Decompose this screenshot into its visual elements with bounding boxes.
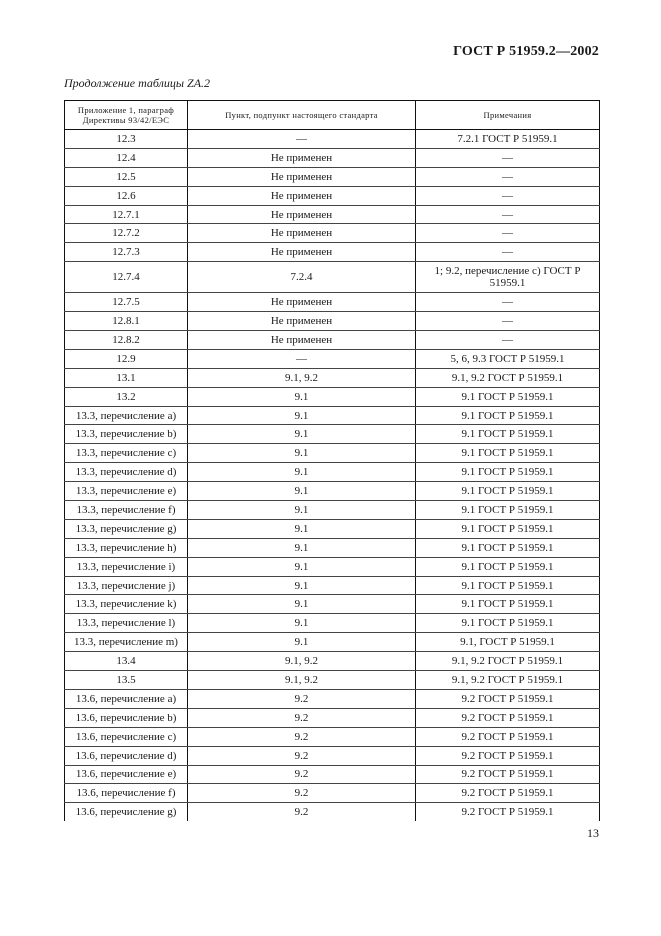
notes-cell: — <box>416 224 600 243</box>
notes-cell: 9.1 ГОСТ Р 51959.1 <box>416 387 600 406</box>
table-row <box>65 186 600 205</box>
directive-cell: 13.6, перечисление f) <box>65 784 188 803</box>
table-row <box>65 708 600 727</box>
notes-cell: 9.2 ГОСТ Р 51959.1 <box>416 803 600 821</box>
clause-cell: Не применен <box>188 205 416 224</box>
notes-cell: — <box>416 331 600 350</box>
clause-cell: 9.2 <box>188 746 416 765</box>
directive-cell: 12.7.1 <box>65 205 188 224</box>
page-number: 13 <box>587 826 599 840</box>
table-row <box>65 652 600 671</box>
directive-cell: 12.7.2 <box>65 224 188 243</box>
directive-cell: 13.3, перечисление m) <box>65 633 188 652</box>
directive-cell: 12.4 <box>65 148 188 167</box>
notes-cell: — <box>416 293 600 312</box>
clause-cell: Не применен <box>188 167 416 186</box>
column-header-clause: Пункт, подпункт настоящего стандарта <box>188 101 416 130</box>
notes-cell: — <box>416 148 600 167</box>
table-row <box>65 784 600 803</box>
clause-cell: Не применен <box>188 224 416 243</box>
table-row <box>65 444 600 463</box>
directive-cell: 12.5 <box>65 167 188 186</box>
clause-cell: 7.2.4 <box>188 262 416 293</box>
table-row <box>65 519 600 538</box>
directive-cell: 13.3, перечисление d) <box>65 463 188 482</box>
clause-cell: 9.1 <box>188 463 416 482</box>
notes-cell: 9.2 ГОСТ Р 51959.1 <box>416 689 600 708</box>
column-header-directive: Приложение 1, параграф Директивы 93/42/ЕЭС <box>65 101 188 130</box>
clause-cell: 9.2 <box>188 708 416 727</box>
notes-cell: 9.1 ГОСТ Р 51959.1 <box>416 519 600 538</box>
notes-cell: — <box>416 167 600 186</box>
directive-cell: 13.3, перечисление с) <box>65 444 188 463</box>
table-row <box>65 463 600 482</box>
notes-cell: 7.2.1 ГОСТ Р 51959.1 <box>416 130 600 149</box>
table-caption: Продолжение таблицы ZA.2 <box>64 76 211 90</box>
notes-cell: 9.1 ГОСТ Р 51959.1 <box>416 576 600 595</box>
notes-cell: 1; 9.2, перечисление с) ГОСТ Р 51959.1 <box>416 262 600 293</box>
directive-cell: 13.3, перечисление i) <box>65 557 188 576</box>
directive-cell: 13.4 <box>65 652 188 671</box>
table-row <box>65 595 600 614</box>
clause-cell: 9.1, 9.2 <box>188 671 416 690</box>
column-header-notes: Примечания <box>416 101 600 130</box>
directive-cell: 12.3 <box>65 130 188 149</box>
notes-cell: 9.1 ГОСТ Р 51959.1 <box>416 406 600 425</box>
clause-cell: 9.1 <box>188 614 416 633</box>
directive-cell: 13.3, перечисление l) <box>65 614 188 633</box>
table-row <box>65 746 600 765</box>
table-row <box>65 576 600 595</box>
clause-cell: 9.1 <box>188 519 416 538</box>
notes-cell: 9.2 ГОСТ Р 51959.1 <box>416 765 600 784</box>
notes-cell: 9.1, 9.2 ГОСТ Р 51959.1 <box>416 652 600 671</box>
table-row <box>65 224 600 243</box>
table-header-row <box>65 101 600 130</box>
table-row <box>65 167 600 186</box>
clause-cell: 9.1 <box>188 538 416 557</box>
notes-cell: 9.1 ГОСТ Р 51959.1 <box>416 538 600 557</box>
table-row <box>65 387 600 406</box>
directive-cell: 13.3, перечисление k) <box>65 595 188 614</box>
clause-cell: 9.2 <box>188 765 416 784</box>
table-row <box>65 349 600 368</box>
directive-cell: 13.6, перечисление d) <box>65 746 188 765</box>
clause-cell: 9.1 <box>188 444 416 463</box>
table-row <box>65 501 600 520</box>
table-row <box>65 671 600 690</box>
directive-cell: 13.6, перечисление а) <box>65 689 188 708</box>
clause-cell: — <box>188 349 416 368</box>
clause-cell: Не применен <box>188 243 416 262</box>
table-row <box>65 368 600 387</box>
directive-cell: 13.3, перечисление f) <box>65 501 188 520</box>
notes-cell: 9.1 ГОСТ Р 51959.1 <box>416 501 600 520</box>
clause-cell: 9.1, 9.2 <box>188 652 416 671</box>
directive-cell: 13.1 <box>65 368 188 387</box>
directive-cell: 13.3, перечисление h) <box>65 538 188 557</box>
directive-cell: 13.3, перечисление b) <box>65 425 188 444</box>
directive-cell: 13.2 <box>65 387 188 406</box>
table-row <box>65 331 600 350</box>
clause-cell: Не применен <box>188 293 416 312</box>
table-row <box>65 130 600 149</box>
directive-cell: 13.6, перечисление с) <box>65 727 188 746</box>
clause-cell: 9.1 <box>188 633 416 652</box>
table-row <box>65 482 600 501</box>
clause-cell: 9.1, 9.2 <box>188 368 416 387</box>
document-code: ГОСТ Р 51959.2—2002 <box>453 44 599 59</box>
clause-cell: 9.2 <box>188 784 416 803</box>
table-row <box>65 406 600 425</box>
table-row <box>65 765 600 784</box>
directive-cell: 13.6, перечисление е) <box>65 765 188 784</box>
notes-cell: 9.1 ГОСТ Р 51959.1 <box>416 557 600 576</box>
directive-cell: 12.8.1 <box>65 312 188 331</box>
clause-cell: 9.2 <box>188 803 416 821</box>
directive-cell: 13.6, перечисление g) <box>65 803 188 821</box>
clause-cell: 9.2 <box>188 727 416 746</box>
table-row <box>65 205 600 224</box>
table-row <box>65 727 600 746</box>
clause-cell: 9.1 <box>188 425 416 444</box>
table-row <box>65 614 600 633</box>
directive-cell: 12.8.2 <box>65 331 188 350</box>
directive-cell: 13.6, перечисление b) <box>65 708 188 727</box>
clause-cell: 9.1 <box>188 557 416 576</box>
clause-cell: 9.1 <box>188 406 416 425</box>
table-row <box>65 148 600 167</box>
table-row <box>65 425 600 444</box>
notes-cell: 9.1 ГОСТ Р 51959.1 <box>416 463 600 482</box>
directive-cell: 13.3, перечисление а) <box>65 406 188 425</box>
clause-cell: Не применен <box>188 312 416 331</box>
notes-cell: 9.1, 9.2 ГОСТ Р 51959.1 <box>416 368 600 387</box>
clause-cell: — <box>188 130 416 149</box>
clause-cell: 9.1 <box>188 387 416 406</box>
directive-cell: 12.7.3 <box>65 243 188 262</box>
notes-cell: 9.2 ГОСТ Р 51959.1 <box>416 784 600 803</box>
notes-cell: — <box>416 243 600 262</box>
notes-cell: 9.1, 9.2 ГОСТ Р 51959.1 <box>416 671 600 690</box>
notes-cell: 9.1 ГОСТ Р 51959.1 <box>416 595 600 614</box>
directive-cell: 13.3, перечисление g) <box>65 519 188 538</box>
notes-cell: — <box>416 205 600 224</box>
clause-cell: 9.1 <box>188 576 416 595</box>
table-row <box>65 557 600 576</box>
table-row <box>65 262 600 293</box>
notes-cell: 9.1 ГОСТ Р 51959.1 <box>416 425 600 444</box>
directive-cell: 12.7.5 <box>65 293 188 312</box>
notes-cell: 9.2 ГОСТ Р 51959.1 <box>416 746 600 765</box>
table-row <box>65 538 600 557</box>
table-row <box>65 803 600 821</box>
clause-cell: Не применен <box>188 331 416 350</box>
notes-cell: 9.1 ГОСТ Р 51959.1 <box>416 482 600 501</box>
correspondence-table <box>64 100 600 821</box>
notes-cell: 9.1, ГОСТ Р 51959.1 <box>416 633 600 652</box>
clause-cell: Не применен <box>188 148 416 167</box>
table-row <box>65 689 600 708</box>
clause-cell: Не применен <box>188 186 416 205</box>
clause-cell: 9.1 <box>188 501 416 520</box>
notes-cell: 9.1 ГОСТ Р 51959.1 <box>416 614 600 633</box>
directive-cell: 12.9 <box>65 349 188 368</box>
directive-cell: 13.3, перечисление е) <box>65 482 188 501</box>
notes-cell: — <box>416 186 600 205</box>
clause-cell: 9.2 <box>188 689 416 708</box>
directive-cell: 13.5 <box>65 671 188 690</box>
table-row <box>65 243 600 262</box>
clause-cell: 9.1 <box>188 595 416 614</box>
table-row <box>65 293 600 312</box>
clause-cell: 9.1 <box>188 482 416 501</box>
notes-cell: — <box>416 312 600 331</box>
notes-cell: 5, 6, 9.3 ГОСТ Р 51959.1 <box>416 349 600 368</box>
directive-cell: 13.3, перечисление j) <box>65 576 188 595</box>
notes-cell: 9.2 ГОСТ Р 51959.1 <box>416 708 600 727</box>
directive-cell: 12.7.4 <box>65 262 188 293</box>
notes-cell: 9.2 ГОСТ Р 51959.1 <box>416 727 600 746</box>
table-row <box>65 312 600 331</box>
notes-cell: 9.1 ГОСТ Р 51959.1 <box>416 444 600 463</box>
table-row <box>65 633 600 652</box>
directive-cell: 12.6 <box>65 186 188 205</box>
